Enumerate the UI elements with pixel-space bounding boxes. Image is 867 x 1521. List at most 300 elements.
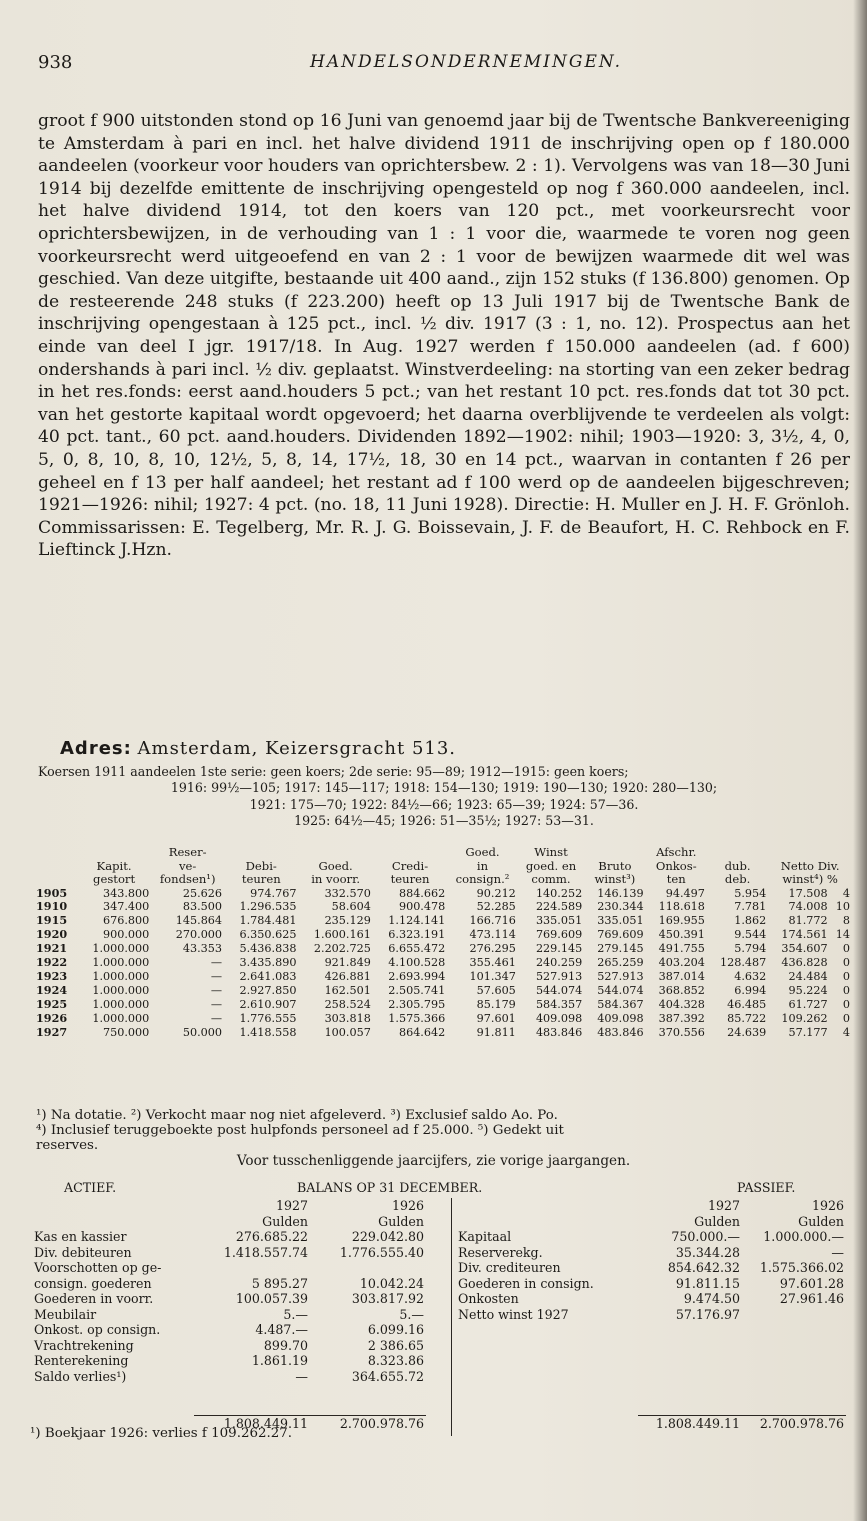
balance-spacer-row: [456, 1384, 846, 1400]
balance-spacer-row: [32, 1400, 426, 1416]
stats-cell: 2.202.725: [313, 942, 371, 956]
balance-item-value: 2 386.65: [367, 1337, 424, 1353]
stats-header-cell: Credi-: [391, 858, 429, 873]
balance-row: [32, 1353, 426, 1369]
balance-item-label: Saldo verlies¹): [34, 1368, 127, 1384]
note-line: reserves.: [36, 1138, 99, 1153]
address-value: Amsterdam, Keizersgracht 513.: [137, 738, 457, 759]
body-paragraph: groot f 900 uitstonden stond op 16 Juni van genoemd jaar bij de Twentsche Bankvereeniging te Amsterdam à pari en incl. het halve dividend 1911 de inschrijving open op f 180.000 aandeelen (voorkeur voor houders van oprichtersbew. 2 : 1). Vervolgens was van 18—30 Juni 1914 bij dezelfde emittente de inschrijving opengesteld op nog f 360.000 aandeelen, incl. het halve dividend 1914, tot den koers van 120 pct., met voorkeursrecht voor oprichtersbewijzen, in de verhouding van 1 : 1 voor die, waarmede te voren nog geen voorkeursrecht werd uitgeoefend en van 2 : 1 voor de bewijzen waarmede dit wel was geschied. Van deze uitgifte, bestaande uit 400 aand., zijn 152 stuks (f 136.800) genomen. Op de resteerende 248 stuks (f 223.200) heeft op 13 Juli 1917 bij de Twentsche Bank de inschrijving opengestaan à 125 pct., incl. ½ div. 1917 (3 : 1, no. 12). Prospectus aan het einde van deel I jgr. 1917/18. In Aug. 1927 werden f 150.000 aandeelen (ad. f 600) ondershands à pari incl. ½ div. geplaatst. Winstverdeeling: na storting van een zeker bedrag in het res.fonds: eerst aand.houders 5 pct.; van het restant 10 pct. res.fonds dat tot 30 pct. van het gestorte kapitaal wordt opgevoerd; het daarna overblijvende te verdeelen als volgt: 40 pct. tant., 60 pct. aand.houders. Dividenden 1892—1902: nihil; 1903—1920: 3, 3½, 4, 0, 5, 0, 8, 10, 8, 10, 12½, 5, 8, 14, 17½, 18, 30 en 14 pct., waarvan in contanten f 26 per geheel en f 13 per half aandeel; het restant ad f 100 werd op de aandeelen bijgeschreven; 1921—1926: nihil; 1927: 4 pct. (no. 18, 11 Juni 1928). Directie: H. Muller en J. H. F. Grönloh. Commissarissen: E. Tegelberg, Mr. R. J. G. Boissevain, J. F. de Beaufort, H. C. Rehbock en F. Lieftinck J.Hzn.: [38, 111, 850, 561]
stats-cell: 676.800: [103, 914, 150, 928]
balance-item-value: —: [831, 1244, 844, 1260]
stats-cell: 436.828: [781, 956, 828, 970]
balance-spacer: [638, 1322, 742, 1338]
balance-spacer: [742, 1400, 846, 1416]
balance-year: 1927: [275, 1198, 308, 1213]
stats-cell: 57.177: [788, 1025, 828, 1039]
stats-header-cell: in: [476, 858, 489, 873]
balance-spacer: [456, 1400, 638, 1416]
balance-row: [32, 1322, 426, 1338]
balance-row: [32, 1369, 426, 1385]
stats-cell: 91.811: [476, 1025, 516, 1039]
stats-cell: 24.484: [788, 969, 828, 983]
stats-header-cell: [707, 846, 768, 860]
balance-row: [456, 1229, 846, 1245]
stats-year: 1925: [36, 996, 68, 1011]
stats-cell: 368.852: [658, 983, 705, 997]
stats-cell: 6.655.472: [388, 942, 446, 956]
note-line: ⁴) Inclusief teruggeboekte post hulpfonds personeel ad f 25.000. ⁵) Gedekt uit: [36, 1123, 564, 1138]
stats-header-cell: fondsen¹): [159, 872, 216, 886]
balance-spacer: [32, 1384, 194, 1400]
balance-item-value: 91.811.15: [675, 1275, 740, 1291]
balance-row: [32, 1260, 426, 1276]
stats-header-cell: gestort: [93, 872, 136, 886]
stats-header-cell: Goed.: [318, 858, 353, 873]
stats-cell: 4.100.528: [388, 956, 446, 970]
balance-row: [456, 1291, 846, 1307]
stats-cell: 864.642: [398, 1025, 446, 1039]
stats-cell: —: [210, 997, 223, 1011]
stats-header-cell: [298, 846, 372, 860]
stats-year: 1910: [36, 899, 68, 914]
stats-header-cell: [373, 846, 447, 860]
balance-spacer: [310, 1384, 426, 1400]
stats-cell: 174.561: [781, 928, 828, 942]
balance-spacer-row: [456, 1369, 846, 1385]
balance-item-value: 9.474.50: [683, 1291, 740, 1306]
balance-total: 1.808.449.11: [194, 1415, 310, 1431]
stats-header-cell: comm.: [531, 872, 571, 886]
stats-cell: 224.589: [535, 900, 583, 914]
balance-item-value: 27.961.46: [779, 1291, 844, 1306]
balance-item-label: Vrachtrekening: [34, 1337, 134, 1353]
financial-statistics-table: [34, 846, 852, 1039]
stats-cell: —: [210, 1011, 223, 1025]
balance-spacer: [456, 1384, 638, 1400]
stats-cell: —: [210, 983, 223, 997]
stats-header-cell: [584, 846, 645, 860]
stats-row: [34, 900, 852, 914]
stats-cell: 1.000.000: [92, 942, 150, 956]
stats-cell: 1.784.481: [239, 914, 297, 928]
balance-row: [456, 1260, 846, 1276]
stats-cell: 387.014: [658, 969, 705, 983]
balance-spacer: [456, 1214, 638, 1230]
balance-item-value: 364.655.72: [351, 1368, 424, 1384]
balance-spacer: [32, 1198, 194, 1214]
stats-header-cell: Bruto: [598, 858, 632, 873]
stats-year: 1923: [36, 968, 68, 983]
balance-item-label: Netto winst 1927: [458, 1306, 569, 1322]
stats-cell: 483.846: [535, 1025, 583, 1039]
balance-row: [32, 1245, 426, 1261]
stats-cell: 14: [835, 928, 850, 942]
balance-spacer-row: [456, 1338, 846, 1354]
stats-cell: 85.179: [476, 997, 516, 1011]
stats-header-cell: [34, 860, 77, 874]
stats-cell: 354.607: [781, 942, 828, 956]
company-description: [38, 110, 850, 562]
stats-cell: 109.262: [781, 1011, 828, 1025]
balance-item-value: 1.575.366.02: [759, 1260, 844, 1275]
stats-cell: 974.767: [250, 886, 297, 900]
balance-item-value: 57.176.97: [675, 1306, 740, 1322]
balance-spacer: [194, 1384, 310, 1400]
balance-item-value: 97.601.28: [779, 1275, 844, 1291]
balance-unit: Gulden: [798, 1213, 844, 1229]
balance-unit-row: [456, 1214, 846, 1230]
stats-cell: 17.508: [788, 886, 828, 900]
balance-item-label: Voorschotten op ge-: [34, 1260, 162, 1275]
stats-cell: 387.392: [658, 1011, 705, 1025]
balance-spacer: [742, 1338, 846, 1354]
stats-row: [34, 984, 852, 998]
stats-cell: 8: [842, 914, 850, 928]
stats-row: [34, 998, 852, 1012]
stats-cell: 370.556: [658, 1025, 705, 1039]
balance-spacer-row: [32, 1384, 426, 1400]
balance-unit-row: [32, 1214, 426, 1230]
stats-cell: 100.057: [324, 1025, 371, 1039]
stats-header-cell: teuren: [241, 872, 281, 886]
stats-year: 1915: [36, 913, 68, 928]
stats-cell: 95.224: [788, 983, 828, 997]
stats-cell: 90.212: [476, 886, 516, 900]
stats-row: [34, 970, 852, 984]
stats-cell: 229.145: [535, 942, 583, 956]
stats-header-cell: [768, 846, 852, 860]
page-edge-shadow: [853, 0, 867, 1521]
stats-header-cell: [34, 846, 77, 860]
balance-row: [32, 1276, 426, 1292]
stats-cell: 900.000: [103, 928, 150, 942]
liabilities-column: [456, 1198, 846, 1431]
stats-cell: 128.487: [720, 956, 767, 970]
balance-spacer: [638, 1400, 742, 1416]
balance-item-label: Onkosten: [458, 1291, 519, 1306]
stats-cell: 146.139: [597, 886, 644, 900]
stats-cell: 2.693.994: [388, 969, 446, 983]
balance-spacer: [456, 1353, 638, 1369]
stats-cell: 169.955: [658, 914, 705, 928]
balance-item-value: 5.—: [283, 1306, 308, 1322]
stats-cell: 140.252: [535, 886, 583, 900]
balance-total: 2.700.978.76: [742, 1415, 846, 1431]
balance-spacer: [32, 1400, 194, 1416]
stats-header-cell: Kapit.: [96, 858, 132, 873]
balance-item-label: Kapitaal: [458, 1229, 512, 1244]
balance-unit: Gulden: [262, 1213, 308, 1229]
balance-item-label: Kas en kassier: [34, 1229, 127, 1244]
stats-year: 1921: [36, 941, 68, 956]
share-prices-line: 1916: 99½—105; 1917: 145—117; 1918: 154—130; 1919: 190—130; 1920: 280—130;: [170, 780, 718, 796]
stats-cell: 1.000.000: [92, 969, 150, 983]
stats-cell: 584.367: [597, 997, 644, 1011]
stats-header-cell: deb.: [724, 872, 751, 886]
balance-item-value: 854.642.32: [667, 1260, 740, 1275]
balance-spacer: [742, 1322, 846, 1338]
balance-year-row: [456, 1198, 846, 1214]
stats-header-row: [34, 846, 852, 860]
balance-item-label: Div. debiteuren: [34, 1244, 132, 1260]
liabilities-heading: PASSIEF.: [737, 1180, 796, 1195]
stats-cell: 265.259: [597, 956, 644, 970]
stats-cell: 1.000.000: [92, 983, 150, 997]
balance-item-value: 5 895.27: [251, 1275, 308, 1291]
stats-cell: 2.505.741: [388, 983, 446, 997]
stats-cell: 4: [842, 886, 850, 900]
stats-cell: 921.849: [324, 956, 371, 970]
stats-cell: 2.927.850: [239, 983, 297, 997]
balance-year: 1927: [707, 1198, 740, 1213]
stats-cell: 24.639: [727, 1025, 767, 1039]
assets-table: [32, 1198, 426, 1431]
stats-cell: 7.781: [734, 900, 767, 914]
share-prices: [38, 764, 850, 830]
stats-cell: 6.994: [734, 983, 767, 997]
balance-total-row: [456, 1415, 846, 1431]
stats-cell: 343.800: [103, 886, 150, 900]
balance-spacer-row: [456, 1353, 846, 1369]
balance-year: 1926: [391, 1198, 424, 1213]
balance-title: BALANS OP 31 DECEMBER.: [297, 1180, 483, 1195]
stats-cell: 85.722: [727, 1011, 767, 1025]
stats-cell: 1.776.555: [239, 1011, 297, 1025]
stats-row: [34, 1026, 852, 1040]
balance-item-value: [194, 1260, 310, 1276]
stats-cell: 101.347: [469, 969, 516, 983]
balance-item-label: Goederen in consign.: [458, 1275, 594, 1291]
stats-cell: 1.124.141: [388, 914, 446, 928]
stats-cell: 270.000: [175, 928, 223, 942]
stats-cell: —: [210, 969, 223, 983]
note-line: ¹) Na dotatie. ²) Verkocht maar nog niet afgeleverd. ³) Exclusief saldo Ao. Po.: [36, 1108, 558, 1123]
stats-cell: 403.204: [658, 956, 705, 970]
running-title: HANDELSONDERNEMINGEN.: [310, 52, 623, 72]
assets-heading: ACTIEF.: [64, 1180, 117, 1195]
balance-item-value: 1.000.000.—: [763, 1229, 844, 1244]
balance-item-value: 229.042.80: [351, 1229, 424, 1244]
page-number: 938: [38, 52, 73, 73]
stats-cell: 1.296.535: [239, 900, 297, 914]
balance-spacer: [456, 1338, 638, 1354]
balance-row: [32, 1307, 426, 1323]
stats-header-cell: Onkos-: [655, 858, 697, 873]
stats-cell: 43.353: [182, 942, 223, 956]
balance-spacer: [456, 1415, 638, 1431]
stats-cell: 544.074: [597, 983, 644, 997]
share-prices-line: 1925: 64½—45; 1926: 51—35½; 1927: 53—31.: [294, 813, 594, 829]
stats-header-row: [34, 860, 852, 874]
balance-item-value: 4.487.—: [255, 1322, 308, 1337]
balance-spacer: [456, 1322, 638, 1338]
stats-cell: 4: [842, 1025, 850, 1039]
liabilities-table: [456, 1198, 846, 1431]
stats-cell: 235.129: [324, 914, 371, 928]
stats-year: 1927: [36, 1024, 68, 1039]
stats-header-cell: Reser-: [168, 845, 207, 859]
stats-cell: 1.000.000: [92, 997, 150, 1011]
stats-header-cell: Netto Div.: [780, 858, 840, 873]
stats-cell: 769.609: [535, 928, 583, 942]
stats-cell: 335.051: [597, 914, 644, 928]
assets-column: [32, 1198, 426, 1431]
stats-year: 1924: [36, 982, 68, 997]
stats-cell: 145.864: [175, 914, 223, 928]
stats-cell: 2.641.083: [239, 969, 297, 983]
balance-spacer: [456, 1369, 638, 1385]
stats-cell: 50.000: [182, 1025, 223, 1039]
stats-cell: 0: [842, 983, 850, 997]
balance-item-label: Meubilair: [34, 1306, 97, 1322]
stats-cell: 94.497: [665, 886, 705, 900]
stats-header-cell: dub.: [724, 858, 751, 873]
stats-cell: 5.954: [734, 886, 767, 900]
balance-item-value: 1.776.555.40: [339, 1244, 424, 1260]
stats-cell: 355.461: [469, 956, 516, 970]
share-prices-line: Koersen 1911 aandeelen 1ste serie: geen koers; 2de serie: 95—89; 1912—1915: geen koers;: [38, 764, 629, 779]
stats-cell: 426.881: [324, 969, 371, 983]
stats-cell: 450.391: [658, 928, 705, 942]
balance-item-value: 899.70: [263, 1337, 308, 1353]
stats-row: [34, 1012, 852, 1026]
stats-cell: 57.605: [476, 983, 516, 997]
stats-cell: —: [210, 956, 223, 970]
table-notes: [36, 1108, 850, 1153]
balance-spacer: [310, 1400, 426, 1416]
stats-cell: 3.435.890: [239, 956, 297, 970]
stats-header-cell: goed. en: [525, 858, 577, 873]
stats-header-cell: Debi-: [245, 858, 277, 873]
stats-cell: 1.600.161: [313, 928, 371, 942]
balance-row: [456, 1245, 846, 1261]
stats-cell: 483.846: [597, 1025, 644, 1039]
stats-cell: 404.328: [658, 997, 705, 1011]
balance-item-value: —: [295, 1368, 308, 1384]
column-divider: [451, 1198, 452, 1436]
stats-row: [34, 928, 852, 942]
stats-header-cell: [34, 873, 77, 887]
stats-cell: 9.544: [734, 928, 767, 942]
balance-item-label: Reserverekg.: [458, 1244, 543, 1260]
stats-cell: 1.418.558: [239, 1025, 297, 1039]
balance-item-value: 303.817.92: [351, 1291, 424, 1306]
stats-row: [34, 914, 852, 928]
stats-header-cell: in voorr.: [311, 872, 361, 886]
balance-item-label: Goederen in voorr.: [34, 1291, 154, 1306]
stats-cell: 162.501: [324, 983, 371, 997]
balance-item-value: 35.344.28: [675, 1244, 740, 1260]
balance-spacer: [742, 1384, 846, 1400]
stats-cell: 0: [842, 969, 850, 983]
stats-cell: 5.794: [734, 942, 767, 956]
stats-cell: 74.008: [788, 900, 828, 914]
balance-item-value: 5.—: [399, 1306, 424, 1322]
stats-header-cell: Afschr.: [656, 845, 697, 859]
balance-item-value: 1.418.557.74: [223, 1244, 308, 1260]
stats-row: [34, 887, 852, 901]
stats-cell: 4.632: [734, 969, 767, 983]
stats-cell: 527.913: [535, 969, 583, 983]
balance-spacer-row: [456, 1400, 846, 1416]
stats-cell: 0: [842, 942, 850, 956]
stats-year: 1926: [36, 1010, 68, 1025]
stats-cell: 2.305.795: [388, 997, 446, 1011]
balance-item-value: 1.861.19: [251, 1353, 308, 1368]
stats-header-cell: teuren: [390, 872, 430, 886]
balance-row: [32, 1338, 426, 1354]
stats-year: 1905: [36, 885, 68, 900]
stats-cell: 409.098: [535, 1011, 583, 1025]
stats-cell: 46.485: [727, 997, 767, 1011]
stats-table: [34, 846, 852, 1039]
stats-cell: 25.626: [182, 886, 223, 900]
balance-item-value: 10.042.24: [359, 1275, 424, 1291]
stats-cell: 10: [835, 900, 850, 914]
balance-spacer: [742, 1353, 846, 1369]
stats-year: 1922: [36, 955, 68, 970]
stats-cell: 230.344: [597, 900, 644, 914]
stats-cell: 409.098: [597, 1011, 644, 1025]
stats-header-cell: ve-: [178, 858, 197, 873]
balance-item-value: 100.057.39: [235, 1291, 308, 1306]
stats-cell: 166.716: [469, 914, 516, 928]
stats-cell: 303.818: [324, 1011, 371, 1025]
stats-header-cell: Winst: [534, 845, 568, 859]
stats-cell: 0: [842, 997, 850, 1011]
stats-header-cell: consign.²: [455, 872, 510, 886]
stats-cell: 258.524: [324, 997, 371, 1011]
address-label: Adres:: [60, 738, 132, 759]
balance-item-value: 276.685.22: [235, 1229, 308, 1244]
stats-cell: 473.114: [469, 928, 516, 942]
stats-cell: 52.285: [476, 900, 516, 914]
stats-header-row: [34, 873, 852, 887]
balance-row: [456, 1276, 846, 1292]
stats-cell: 5.436.838: [239, 942, 297, 956]
stats-cell: 58.604: [331, 900, 371, 914]
balance-spacer: [456, 1198, 638, 1214]
balance-row: [456, 1307, 846, 1323]
balance-total: 2.700.978.76: [310, 1415, 426, 1431]
balance-item-label: Onkost. op consign.: [34, 1322, 161, 1337]
balance-footnote: ¹) Boekjaar 1926: verlies f 109.262.27.: [30, 1426, 293, 1441]
stats-cell: 769.609: [597, 928, 644, 942]
previous-years-note: Voor tusschenliggende jaarcijfers, zie vorige jaargangen.: [236, 1153, 631, 1169]
balance-unit: Gulden: [378, 1213, 424, 1229]
balance-year-row: [32, 1198, 426, 1214]
balance-row: [32, 1291, 426, 1307]
balance-spacer: [638, 1384, 742, 1400]
stats-cell: 2.610.907: [239, 997, 297, 1011]
stats-header-cell: ten: [666, 872, 686, 886]
stats-cell: 118.618: [658, 900, 705, 914]
stats-row: [34, 942, 852, 956]
stats-header-cell: winst³): [594, 872, 636, 886]
stats-cell: 83.500: [182, 900, 223, 914]
stats-cell: 584.357: [535, 997, 583, 1011]
balance-spacer: [638, 1353, 742, 1369]
stats-header-cell: Goed.: [465, 845, 500, 859]
stats-cell: 81.772: [788, 914, 828, 928]
balance-row: [32, 1229, 426, 1245]
stats-cell: 6.323.191: [388, 928, 446, 942]
stats-cell: 544.074: [535, 983, 583, 997]
stats-cell: 0: [842, 956, 850, 970]
balance-spacer: [638, 1338, 742, 1354]
balance-item-value: 6.099.16: [367, 1322, 424, 1337]
stats-cell: 527.913: [597, 969, 644, 983]
